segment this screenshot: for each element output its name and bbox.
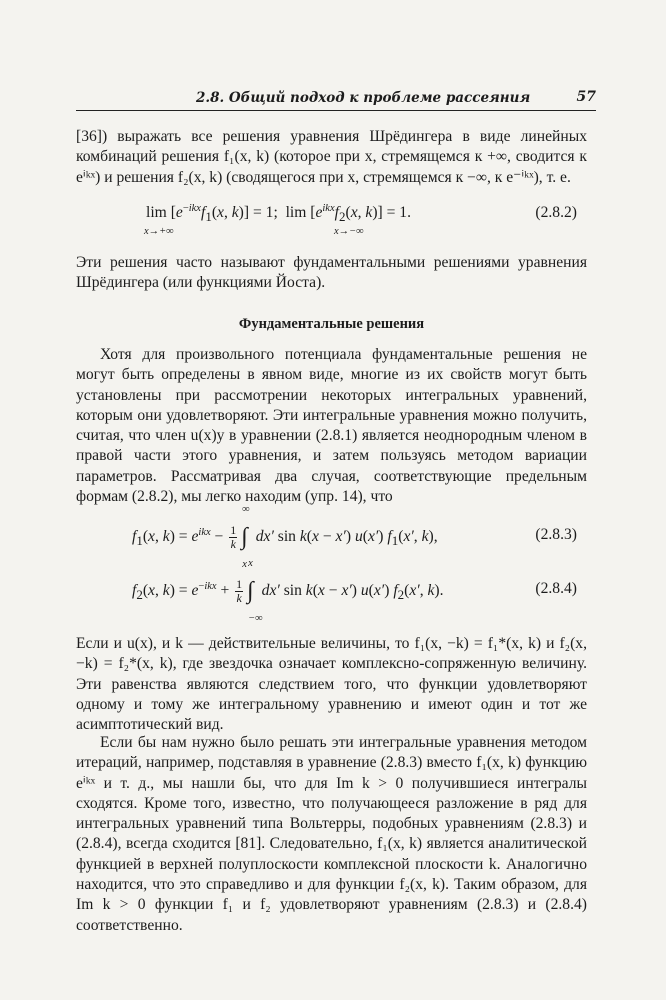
- paragraph-3: Хотя для произвольного потенциала фундаментальные решения не могут быть определены в явном виде, многие из их свойств могут быть установлены при рассмотрении некоторых интегральных уравнений, которым они удовлетворяют. Эти интегральные уравнения можно получить, считая, что член u(x)y в уравнении (2.8.1) является неоднородным членом в правой части этого уравнения, и затем пользуясь методом вариации параметров. Рассматривая два случая, соответствующие предельным формам (2.8.2), мы легко находим (упр. 14), что: [76, 346, 587, 506]
- equation-number: (2.8.2): [535, 204, 577, 221]
- paragraph-5: Если бы нам нужно было решать эти интегральные уравнения методом итераций, например, подставляя в уравнение (2.8.3) вместо f₁(x, k) функцию eⁱᵏˣ и т. д., мы нашли бы, что для Im k > 0 получившиеся интегралы сходятся. Кроме того, известно, что получающееся разложение в ряд для интегральных уравнений типа Вольтерры, подобных уравнениям (2.8.3) и (2.8.4), всегда сходится [81]. Следовательно, f₁(x, k) является аналитической функцией в верхней полуплоскости комплексной плоскости k. Аналогично находится, что это справедливо и для функции f₂(x, k). Таким образом, для Im k > 0 функции f₁ и f₂ удовлетворяют уравнениям (2.8.3) и (2.8.4) соответственно.: [76, 734, 587, 934]
- limit-subscript: x→+∞: [144, 226, 174, 237]
- equation-number: (2.8.3): [535, 526, 577, 543]
- equation-2-8-2: [76, 204, 587, 244]
- limit-subscript: x→−∞: [334, 226, 364, 237]
- equation-2-8-3-formula: $f_1(x$, $k) = e^{ikx}$ − $\frac{1}{k}$ ∫ ∞ x dx′ sin k(x − x′) u(x′) $f_1(x'$, k),: [132, 504, 438, 570]
- page-number: 57: [576, 89, 596, 105]
- integral-sign: ∫ ∞ x: [241, 504, 250, 570]
- paragraph-4: Если и u(x), и k — действительные величины, то f₁(x, −k) = f₁*(x, k) и f₂(x, −k) = f₂*(x, k), где звездочка означает комплексно-сопряженную величину. Эти равенства являются следствием того, что функции удовлетворяют одному и тому же интегральному уравнению и имеют один и тот же асимптотический вид.: [76, 635, 587, 734]
- paragraph-2: Эти решения часто называют фундаментальными решениями уравнения Шрёдингера (или функциями Йоста).: [76, 254, 587, 292]
- running-title: 2.8. Общий подход к проблеме рассеяния: [196, 90, 531, 106]
- equation-2-8-4-formula: $f_2(x$, $k) = e^{-ikx}$ + $\frac{1}{k}$ ∫ x −∞ dx′ sin k(x − x′) u(x′) $f_2(x'$, k).: [132, 558, 444, 624]
- equation-2-8-4: [76, 558, 587, 624]
- fraction: $\frac{1}{k}$: [230, 523, 237, 551]
- section-heading: Фундаментальные решения: [238, 316, 425, 332]
- fraction: $\frac{1}{k}$: [236, 577, 243, 605]
- equation-2-8-2-formula: $\lim [e^{-ikx}f_1(x$, k)] = 1; $\lim [e^{ikx}f_2(x$, k)] = 1.: [146, 202, 412, 225]
- page-header: [76, 88, 596, 111]
- equation-number: (2.8.4): [535, 580, 577, 597]
- integral-sign: ∫ x −∞: [247, 558, 263, 624]
- equation-2-8-3: [76, 504, 587, 570]
- paragraph-1: [36]) выражать все решения уравнения Шрёдингера в виде линейных комбинаций решения f₁(x, k) (которое при x, стремящемся к +∞, сводится к eⁱᵏˣ) и решения f₂(x, k) (сводящегося при x, стремящемся к −∞, к e⁻ⁱᵏˣ), т. е.: [76, 128, 587, 186]
